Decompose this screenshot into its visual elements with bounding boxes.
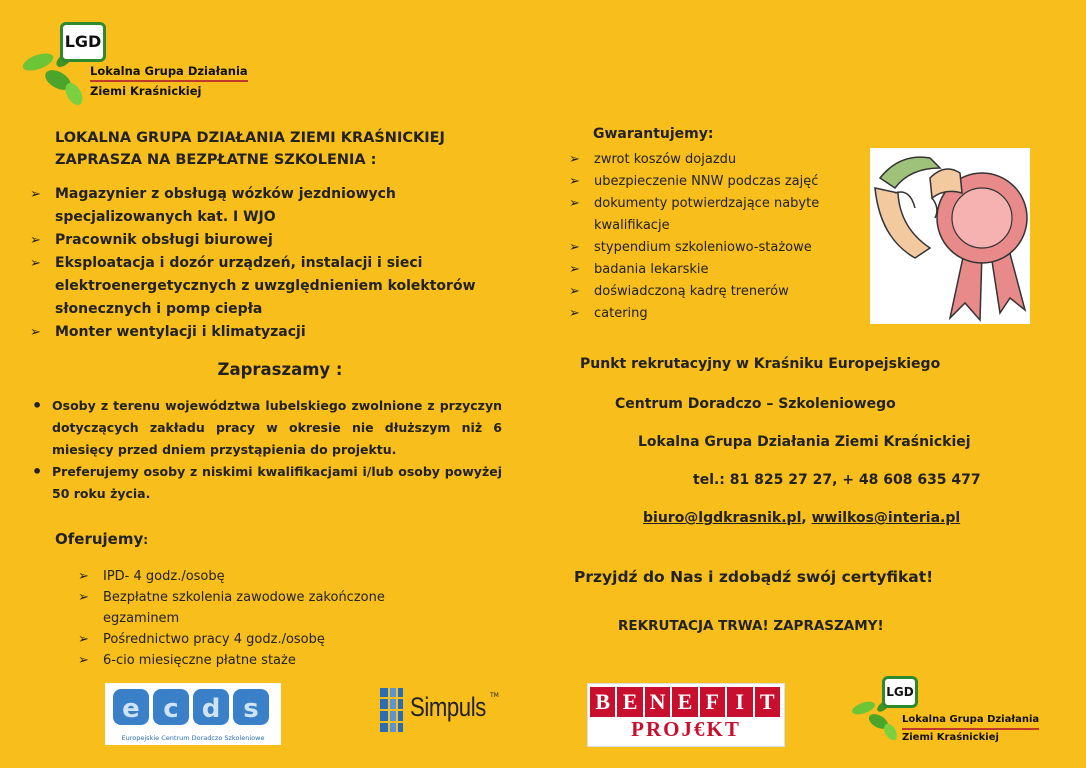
- main-heading: [55, 127, 515, 171]
- ecds-caption: Europejskie Centrum Doradczo Szkoleniowe: [121, 734, 265, 742]
- course-item: ➢ Eksploatacja i dozór urządzeń, instalacji i sieci elektroenergetycznych z uwzględnieniem kolektorów słonecznych i pomp ciepła: [30, 252, 510, 321]
- ecds-letter-c: c: [163, 694, 179, 724]
- lgd-logo-top: [20, 22, 260, 102]
- main-heading-line1: LOKALNA GRUPA DZIAŁANIA ZIEMI KRAŚNICKIEJ: [55, 130, 445, 146]
- invite-title: Zapraszamy :: [217, 360, 343, 379]
- offer-title-colon: :: [143, 533, 149, 547]
- offer-item: ➢ Bezpłatne szkolenia zawodowe zakończone egzaminem: [78, 587, 458, 629]
- ecds-letter-s: s: [243, 694, 259, 724]
- course-item: ➢ Monter wentylacji i klimatyzacji: [30, 321, 510, 344]
- email-link-wwilkos[interactable]: wwilkos@interia.pl: [811, 510, 961, 526]
- main-heading-line2: ZAPRASZA NA BEZPŁATNE SZKOLENIA :: [55, 152, 377, 168]
- guarantee-item: ➢ catering: [569, 303, 859, 325]
- email-line: [643, 510, 960, 526]
- recruitment-point-line2: Centrum Doradczo – Szkoleniowego: [615, 396, 896, 412]
- offer-item: ➢ Pośrednictwo pracy 4 godz./osobę: [78, 629, 458, 650]
- invite-item: • Preferujemy osoby z niskimi kwalifikacjami i/lub osoby powyżej 50 roku życia.: [32, 461, 502, 505]
- guarantee-item: ➢ doświadczoną kadrę trenerów: [569, 281, 859, 303]
- invite-list: [32, 395, 502, 505]
- lgd-name-line2: Ziemi Kraśnickiej: [90, 84, 202, 98]
- lgd-name-line1: Lokalna Grupa Działania: [902, 712, 1039, 730]
- recruitment-point-line1: Punkt rekrutacyjny w Kraśniku Europejskiego: [580, 356, 941, 372]
- benefit-letter: E: [672, 687, 697, 717]
- simpuls-logo: [378, 684, 498, 736]
- course-item: ➢ Pracownik obsługi biurowej: [30, 229, 510, 252]
- guarantee-item: ➢ dokumenty potwierdzające nabyte kwalifikacje: [569, 193, 859, 237]
- benefit-letter: B: [590, 687, 615, 717]
- ecds-letter-d: d: [201, 694, 221, 724]
- offer-title-text: Oferujemy: [55, 530, 144, 548]
- simpuls-name: Simpuls: [410, 692, 486, 722]
- award-ribbon-icon: [870, 148, 1030, 324]
- guarantee-list: [569, 149, 859, 325]
- email-separator: ,: [801, 510, 812, 526]
- benefit-word: [590, 687, 780, 717]
- recruitment-point-line3: Lokalna Grupa Działania Ziemi Kraśnickiej: [638, 434, 971, 450]
- guarantee-item: ➢ ubezpieczenie NNW podczas zajęć: [569, 171, 859, 193]
- lgd-name: [902, 712, 1039, 746]
- guarantee-title: Gwarantujemy:: [593, 126, 714, 142]
- lgd-logo-bottom: [850, 676, 1070, 756]
- recruitment-ongoing: REKRUTACJA TRWA! ZAPRASZAMY!: [618, 618, 884, 634]
- simpuls-cube-icon: [378, 684, 408, 736]
- guarantee-item: ➢ stypendium szkoleniowo-stażowe: [569, 237, 859, 259]
- lgd-name-line1: Lokalna Grupa Działania: [90, 62, 248, 82]
- offer-item: ➢ 6-cio miesięczne płatne staże: [78, 650, 458, 671]
- benefit-letter: T: [755, 687, 780, 717]
- phone-numbers: tel.: 81 825 27 27, + 48 608 635 477: [693, 472, 981, 488]
- ecds-logo: [105, 683, 281, 745]
- invite-item: • Osoby z terenu województwa lubelskiego zwolnione z przyczyn dotyczących zakładu pracy w okresie nie dłuższym niż 6 miesięcy przed dniem przystąpienia do projektu.: [32, 395, 502, 461]
- guarantee-item: ➢ badania lekarskie: [569, 259, 859, 281]
- lgd-mark: LGD: [60, 22, 106, 62]
- benefit-letter: F: [700, 687, 725, 717]
- lgd-name-line2: Ziemi Kraśnickiej: [902, 732, 999, 743]
- courses-list: [30, 183, 510, 344]
- ecds-letter-e: e: [122, 694, 140, 724]
- lgd-name: [90, 62, 248, 100]
- benefit-letter: N: [645, 687, 670, 717]
- ecds-letters-icon: [105, 683, 281, 733]
- guarantee-item: ➢ zwrot koszów dojazdu: [569, 149, 859, 171]
- email-link-biuro[interactable]: biuro@lgdkrasnik.pl: [643, 510, 802, 526]
- lgd-mark: LGD: [882, 676, 918, 708]
- benefit-letter: E: [617, 687, 642, 717]
- projekt-word: PROJ€KT: [631, 717, 741, 741]
- offer-list: [78, 566, 458, 671]
- simpuls-tm: TM: [490, 692, 499, 699]
- offer-title: [55, 530, 148, 548]
- certificate-illustration: [870, 148, 1030, 324]
- benefit-projekt-logo: [587, 683, 785, 747]
- offer-item: ➢ IPD- 4 godz./osobę: [78, 566, 458, 587]
- certificate-cta: Przyjdź do Nas i zdobądź swój certyfikat!: [574, 568, 934, 586]
- benefit-letter: I: [727, 687, 752, 717]
- course-item: ➢ Magazynier z obsługą wózków jezdniowych specjalizowanych kat. I WJO: [30, 183, 510, 229]
